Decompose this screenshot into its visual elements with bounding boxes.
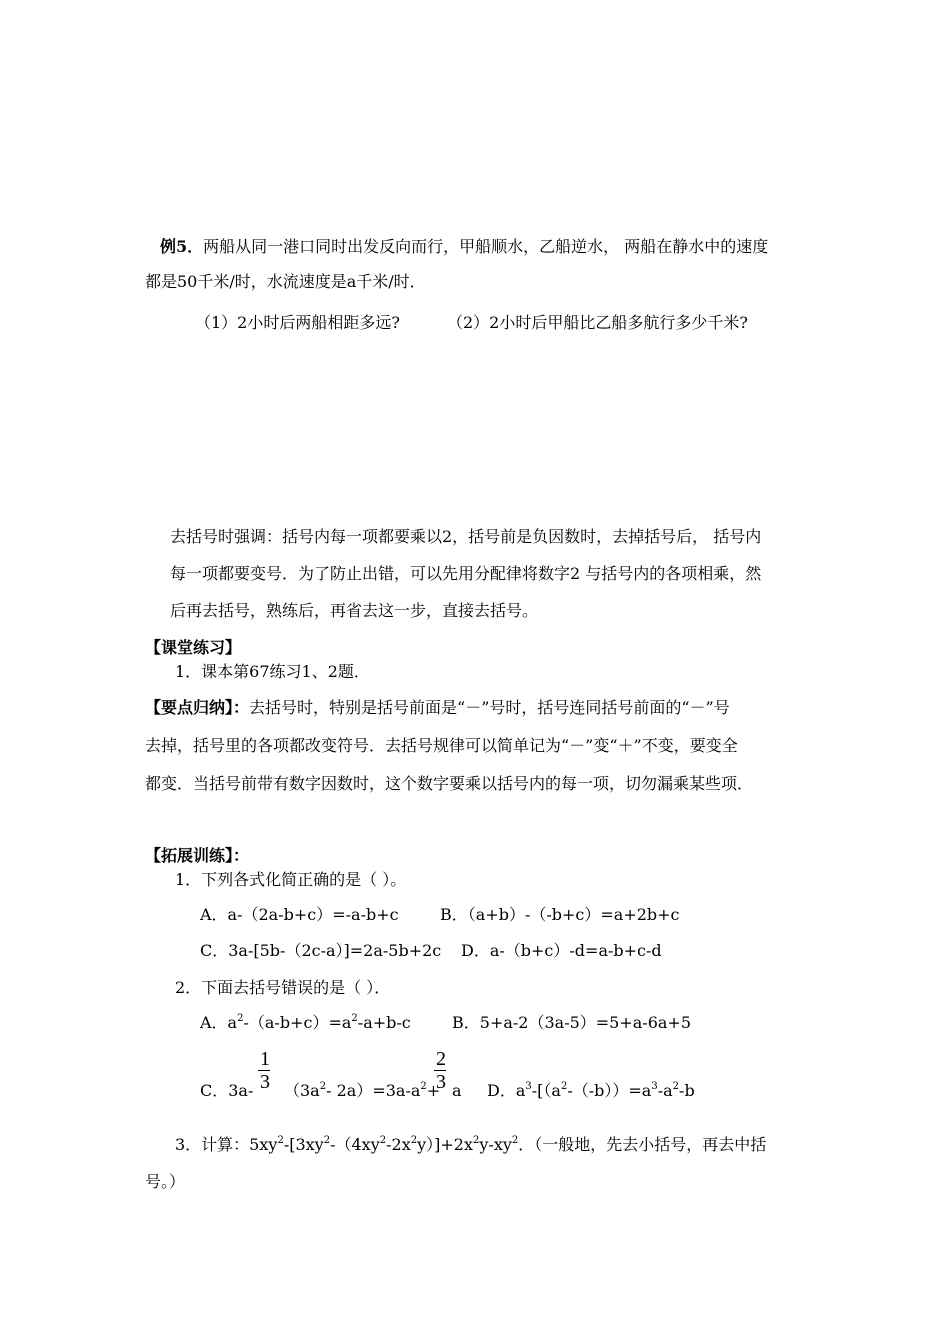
example5-line2: 都是50千米/时，水流速度是a千米/时． xyxy=(145,272,426,291)
ext-q2-d-mid1: -[（a xyxy=(531,1081,561,1100)
ext-q2-c-body xyxy=(284,1080,440,1102)
ext-q3-sup3: 2 xyxy=(379,1135,387,1146)
summary-heading: 【要点归纳】： xyxy=(145,698,250,717)
ext-q1-stem: 1．下列各式化简正确的是（ ）。 xyxy=(175,870,407,889)
practice-item1: 1．课本第67练习1、2题． xyxy=(175,662,370,681)
example5-question1: （1）2小时后两船相距多远? xyxy=(195,313,400,332)
ext-q2-option-a xyxy=(200,1012,411,1034)
ext-q3-sup2: 2 xyxy=(323,1135,331,1146)
ext-q2-c-frac1-denominator: 3 xyxy=(260,1071,270,1093)
ext-q3-m1: -[3xy xyxy=(283,1135,324,1154)
ext-q3-pre: 3．计算：5xy xyxy=(175,1135,278,1154)
ext-q2-d-mid2: -（-b））=a xyxy=(567,1081,652,1100)
ext-q1-option-c: C．3a-[5b-（2c-a）]=2a-5b+2c xyxy=(200,941,442,960)
ext-q2-c-frac1-numerator: 1 xyxy=(260,1048,270,1070)
ext-q2-stem: 2．下面去括号错误的是（ ）． xyxy=(175,978,391,997)
ext-q1-option-a: A．a-（2a-b+c）=-a-b+c xyxy=(200,905,399,924)
ext-q2-a-sup1: 2 xyxy=(237,1013,244,1024)
ext-q2-d-sup3: 3 xyxy=(651,1081,658,1092)
ext-q2-c-frac2-numerator: 2 xyxy=(436,1048,446,1070)
summary-line3: 都变．当括号前带有数字因数时，这个数字要乘以括号内的每一项，切勿漏乘某些项． xyxy=(145,774,754,793)
ext-q3-m6: ．（一般地，先去小括号，再去中括 xyxy=(518,1135,767,1154)
ext-q2-c-frac2-denominator: 3 xyxy=(436,1071,446,1093)
note-line3: 后再去括号，熟练后，再省去这一步，直接去括号。 xyxy=(170,601,539,620)
ext-q2-a-sup2: 2 xyxy=(351,1013,358,1024)
ext-q2-c-pre: C．3a- xyxy=(200,1081,254,1100)
note-line1: 去括号时强调：括号内每一项都要乘以2，括号前是负因数时，去掉括号后， 括号内 xyxy=(170,527,762,546)
ext-q1-option-b: B．（a+b）-（-b+c）=a+2b+c xyxy=(440,905,680,924)
example5-text1: 两船从同一港口同时出发反向而行，甲船顺水，乙船逆水， 两船在静水中的速度 xyxy=(203,237,769,256)
ext-q2-c-mid3: + xyxy=(426,1081,441,1100)
ext-q3-line1 xyxy=(175,1134,766,1156)
ext-q2-d-sup1: 3 xyxy=(525,1081,532,1092)
ext-q2-d-pre: D．a xyxy=(487,1081,526,1100)
ext-q3-m5: y-xy xyxy=(479,1135,512,1154)
ext-q2-d-sup2: 2 xyxy=(560,1081,568,1092)
example5-label: 例5． xyxy=(160,237,204,256)
extension-heading: 【拓展训练】： xyxy=(145,846,250,865)
ext-q3-line2: 号。） xyxy=(145,1172,186,1191)
ext-q3-m2: -（4xy xyxy=(330,1135,380,1154)
ext-q3-m4: y）]+2x xyxy=(417,1135,473,1154)
ext-q3-sup6: 2 xyxy=(511,1135,519,1146)
ext-q2-c-mid2: - 2a）=3a-a xyxy=(326,1081,421,1100)
ext-q3-m3: -2x xyxy=(386,1135,411,1154)
example5-line1 xyxy=(160,236,768,258)
ext-q2-d-mid3: -a xyxy=(657,1081,673,1100)
summary-line1 xyxy=(145,697,730,719)
ext-q3-sup5: 2 xyxy=(473,1135,480,1146)
example5-question2: （2）2小时后甲船比乙船多航行多少千米? xyxy=(447,313,748,332)
ext-q2-c-mid1: （3a xyxy=(284,1081,320,1100)
ext-q2-d-post: -b xyxy=(679,1081,695,1100)
ext-q3-sup4: 2 xyxy=(410,1135,418,1146)
summary-line2: 去掉，括号里的各项都改变符号．去括号规律可以简单记为“－”变“＋”不变，要变全 xyxy=(145,736,738,755)
ext-q3-sup1: 2 xyxy=(277,1135,284,1146)
note-line2: 每一项都要变号．为了防止出错，可以先用分配律将数字2 与括号内的各项相乘，然 xyxy=(170,564,762,583)
summary-text1: 去括号时，特别是括号前面是“－”号时，括号连同括号前面的“－”号 xyxy=(249,698,730,717)
ext-q2-c-sup2: 2 xyxy=(420,1081,427,1092)
ext-q2-a-post: -a+b-c xyxy=(357,1013,411,1032)
ext-q2-a-mid: -（a-b+c）=a xyxy=(243,1013,352,1032)
ext-q2-c-sup1: 2 xyxy=(319,1081,327,1092)
ext-q2-d-sup4: 2 xyxy=(672,1081,680,1092)
practice-heading: 【课堂练习】 xyxy=(145,638,242,657)
ext-q2-c-post: a xyxy=(452,1081,462,1100)
ext-q1-option-d: D．a-（b+c）-d=a-b+c-d xyxy=(461,941,662,960)
ext-q2-option-d xyxy=(487,1080,695,1102)
ext-q2-option-b: B．5+a-2（3a-5）=5+a-6a+5 xyxy=(452,1013,692,1032)
ext-q2-a-pre: A．a xyxy=(200,1013,238,1032)
